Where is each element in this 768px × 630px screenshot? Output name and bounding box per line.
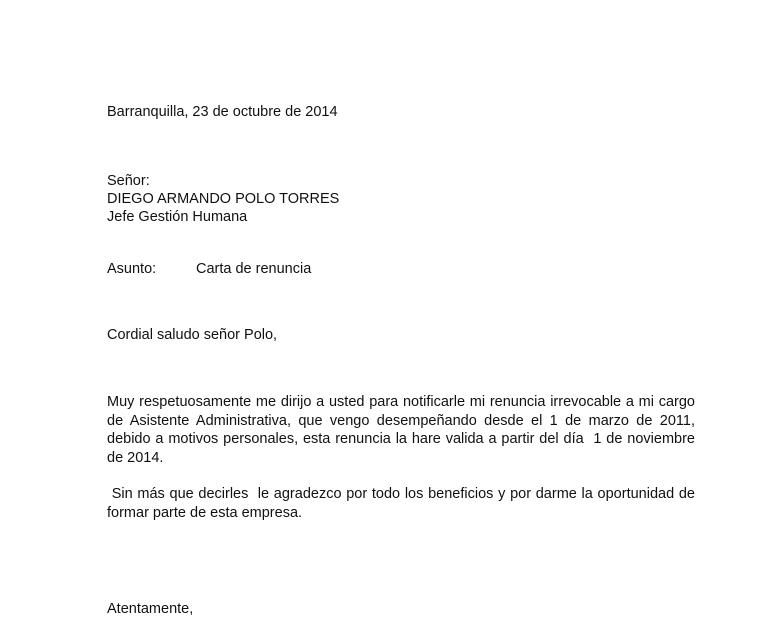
greeting: Cordial saludo señor Polo, — [107, 327, 278, 343]
recipient-name: DIEGO ARMANDO POLO TORRES — [107, 191, 340, 207]
body-paragraph-1: Muy respetuosamente me dirijo a usted para notificarle mi renuncia irrevocable a mi cargo de Asistente Administrativa, que vengo desempeñando desde el 1 de marzo de 2011, debido a motivos personales, esta renuncia la hare valida a partir del día 1 de noviembre de 2014. — [107, 394, 700, 467]
body-paragraph-2: Sin más que decirles le agradezco por todo los beneficios y por darme la oportunidad de formar parte de esta empresa. — [107, 486, 700, 521]
recipient-salutation-title: Señor: — [107, 173, 150, 189]
place-date: Barranquilla, 23 de octubre de 2014 — [107, 104, 338, 120]
subject-label: Asunto: — [107, 261, 157, 277]
subject-line — [107, 260, 311, 278]
closing: Atentamente, — [107, 601, 194, 617]
subject-value: Carta de renuncia — [196, 261, 312, 277]
recipient-position: Jefe Gestión Humana — [107, 209, 248, 225]
